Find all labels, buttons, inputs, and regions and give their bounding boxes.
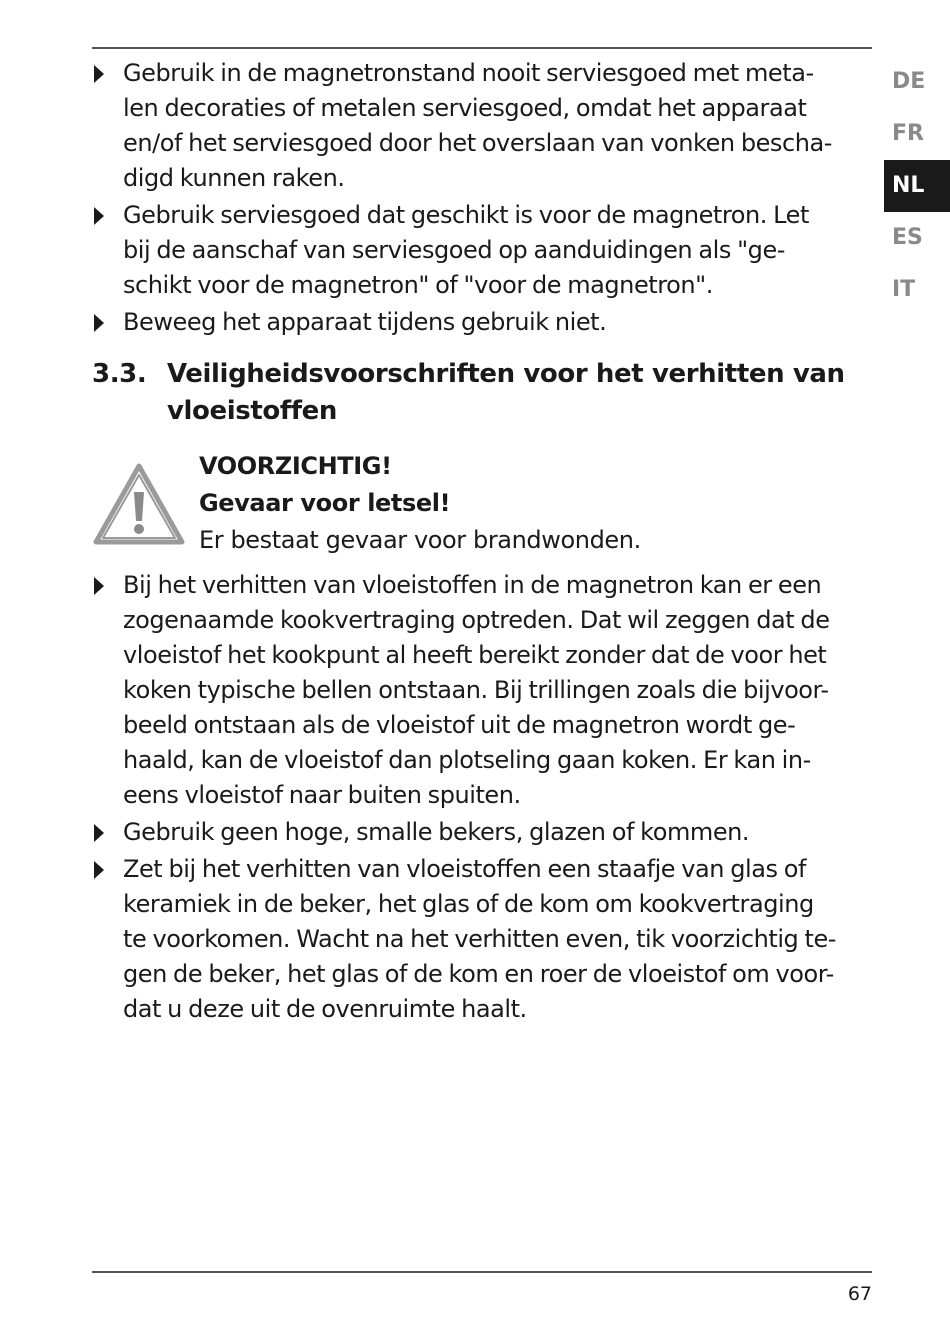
- section-heading: [92, 356, 874, 430]
- section-number: 3.3.: [92, 359, 147, 389]
- list-item: [92, 198, 874, 303]
- warning-text: [199, 448, 641, 559]
- footer-rule: [92, 1271, 872, 1273]
- list-item-text: Bij het verhitten van vloeistoffen in de magnetron kan er een zogenaamde kookvertraging optreden. Dat wil zeggen dat de vloeistof het kookpunt al heeft bereikt zonder dat de voor het koken typische bellen ontstaan. Bij trillingen zoals die bijvoor- beeld ontstaan als de vloeistof uit de magnetron wordt ge- haald, kan de vloeistof dan plotseling gaan koken. Er kan in- eens vloeistof naar buiten spuiten.: [123, 571, 830, 809]
- list-item-text: Gebruik in de magnetronstand nooit serviesgoed met meta- len decoraties of metalen serviesgoed, omdat het apparaat en/of het serviesgoed door het overslaan van vonken bescha- digd kunnen raken.: [123, 59, 832, 192]
- warning-triangle-icon: [92, 462, 186, 546]
- language-tab-de[interactable]: DE: [892, 69, 926, 94]
- language-tab-it[interactable]: IT: [892, 277, 916, 302]
- bullet-arrow-icon: [94, 824, 104, 842]
- bullet-arrow-icon: [94, 65, 104, 83]
- bullet-arrow-icon: [94, 577, 104, 595]
- list-item: [92, 815, 874, 850]
- warning-signal-word: VOORZICHTIG!: [199, 452, 392, 480]
- language-tabs: [884, 56, 950, 316]
- language-tab-es[interactable]: ES: [892, 225, 923, 250]
- bullet-arrow-icon: [94, 861, 104, 879]
- list-item: [92, 568, 874, 813]
- list-item-text: Gebruik geen hoge, smalle bekers, glazen of kommen.: [123, 818, 750, 846]
- bullet-arrow-icon: [94, 314, 104, 332]
- list-item-text: Gebruik serviesgoed dat geschikt is voor de magnetron. Let bij de aanschaf van serviesgoed op aanduidingen als "ge- schikt voor de magnetron" of "voor de magnetron".: [123, 201, 809, 299]
- list-item: [92, 56, 874, 196]
- header-rule: [92, 47, 872, 49]
- warning-block: [92, 452, 874, 564]
- language-tab-nl[interactable]: NL: [884, 160, 950, 212]
- section-title: Veiligheidsvoorschriften voor het verhitten van vloeistoffen: [167, 359, 845, 426]
- page-number: 67: [847, 1283, 872, 1305]
- page-content: [92, 56, 874, 1029]
- warning-hazard: Gevaar voor letsel!: [199, 489, 451, 517]
- list-item-text: Zet bij het verhitten van vloeistoffen een staafje van glas of keramiek in de beker, het glas of de kom om kookvertraging te voorkomen. Wacht na het verhitten even, tik voorzichtig te- gen de beker, het glas of de kom en roer de vloeistof om voor- dat u deze uit de ovenruimte haalt.: [123, 855, 837, 1023]
- list-item: [92, 305, 874, 340]
- list-item-text: Beweeg het apparaat tijdens gebruik niet.: [123, 308, 607, 336]
- language-tab-fr[interactable]: FR: [892, 121, 924, 146]
- bullet-arrow-icon: [94, 207, 104, 225]
- warning-description: Er bestaat gevaar voor brandwonden.: [199, 526, 641, 554]
- list-item: [92, 852, 874, 1027]
